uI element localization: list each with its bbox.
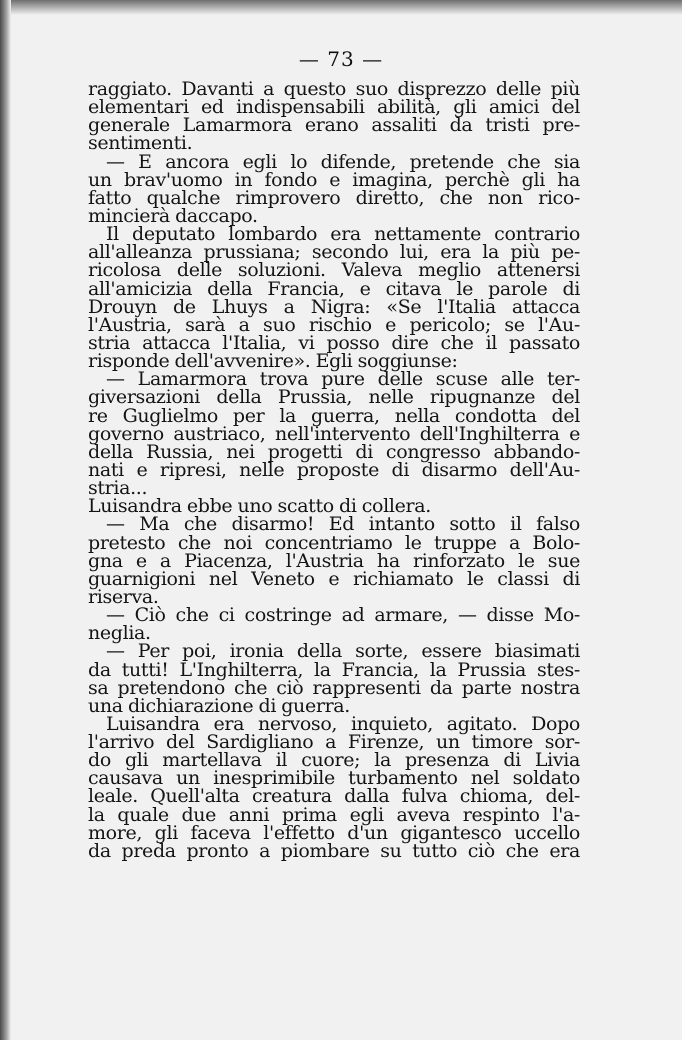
- text-line: l'arrivo del Sardigliano a Firenze, un timore sor-: [88, 731, 580, 754]
- text-line: Drouyn de Lhuys a Nigra: «Se l'Italia attacca: [88, 295, 580, 318]
- text-line: governo austriaco, nell'intervento dell'Inghilterra e: [88, 422, 580, 445]
- text-line: una dichiarazione di guerra.: [88, 694, 350, 717]
- text-line: leale. Quell'alta creatura dalla fulva chioma, del-: [88, 785, 580, 808]
- text-line: un brav'uomo in fondo e imagina, perchè gli ha: [88, 168, 580, 191]
- text-line: — E ancora egli lo difende, pretende che sia: [106, 150, 580, 173]
- page-number: — 73 —: [298, 47, 384, 71]
- text-line: mincierà daccapo.: [88, 204, 258, 227]
- text-line: della Russia, nei progetti di congresso abbando-: [88, 440, 580, 463]
- text-line: guarnigioni nel Veneto e richiamato le classi di: [88, 567, 580, 590]
- text-line: la quale due anni prima egli aveva respinto l'a-: [88, 803, 580, 826]
- text-line: gna e a Piacenza, l'Austria ha rinforzato le sue: [88, 549, 580, 572]
- text-line: pretesto che noi concentriamo le truppe a Bolo-: [88, 531, 580, 554]
- text-line: stria attacca l'Italia, vi posso dire che il passato: [88, 331, 580, 354]
- text-line: da tutti! L'Inghilterra, la Francia, la Prussia stes-: [88, 658, 580, 681]
- text-line: Il deputato lombardo era nettamente contrario: [106, 223, 580, 246]
- text-line: sa pretendono che ciò rappresenti da parte nostra: [88, 676, 580, 699]
- text-line: elementari ed indispensabili abilità, gli amici del: [88, 96, 580, 119]
- text-line: — Lamarmora trova pure delle scuse alle ter-: [106, 368, 580, 391]
- text-line: re Guglielmo per la guerra, nella condotta del: [88, 404, 580, 427]
- text-line: nati e ripresi, nelle proposte di disarmo dell'Au-: [88, 458, 580, 481]
- text-line: da preda pronto a piombare su tutto ciò che era: [88, 839, 580, 862]
- text-line: fatto qualche rimprovero diretto, che non rico-: [88, 186, 580, 209]
- text-line: Luisandra ebbe uno scatto di collera.: [88, 495, 431, 518]
- text-line: risponde dell'avvenire». Egli soggiunse:: [88, 350, 458, 373]
- text-line: generale Lamarmora erano assaliti da tristi pre-: [88, 114, 580, 137]
- text-line: — Ma che disarmo! Ed intanto sotto il falso: [106, 513, 580, 536]
- text-line: neglia.: [88, 622, 151, 645]
- text-line: ricolosa delle soluzioni. Valeva meglio attenersi: [88, 259, 580, 282]
- text-line: stria...: [88, 477, 148, 500]
- text-line: raggiato. Davanti a questo suo disprezzo delle più: [88, 78, 580, 100]
- text-line: causava un inesprimibile turbamento nel soldato: [88, 767, 580, 790]
- page-binding-shadow: [0, 0, 11, 1040]
- text-line: do gli martellava il cuore; la presenza di Livia: [88, 749, 580, 772]
- body-text: [88, 80, 580, 860]
- text-line: sentimenti.: [88, 132, 193, 155]
- text-line: more, gli faceva l'effetto d'un gigantesco uccello: [88, 821, 580, 844]
- text-line: all'amicizia della Francia, e citava le parole di: [88, 277, 580, 300]
- text-line: giversazioni della Prussia, nelle ripugnanze del: [88, 386, 580, 409]
- text-line: l'Austria, sarà a suo rischio e pericolo; se l'Au-: [88, 313, 580, 336]
- text-line: — Ciò che ci costringe ad armare, — disse Mo-: [106, 604, 580, 627]
- text-line: — Per poi, ironia della sorte, essere biasimati: [106, 640, 580, 663]
- text-line: Luisandra era nervoso, inquieto, agitato. Dopo: [106, 712, 580, 735]
- text-line: all'alleanza prussiana; secondo lui, era la più pe-: [88, 241, 580, 264]
- text-line: riserva.: [88, 585, 159, 608]
- page-top-shadow: [0, 0, 682, 15]
